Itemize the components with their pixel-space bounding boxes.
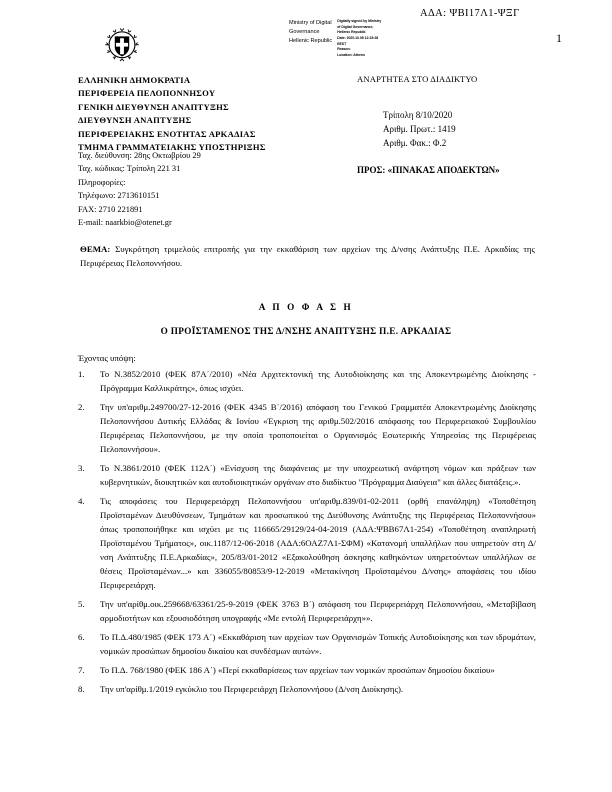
- letterhead-line-4: ΔΙΕΥΘΥΝΣΗ ΑΝΑΠΤΥΞΗΣ: [78, 115, 192, 126]
- letterhead-line-3: ΓΕΝΙΚΗ ΔΙΕΥΘΥΝΣΗ ΑΝΑΠΤΥΞΗΣ: [78, 101, 229, 112]
- contact-fax: FAX: 2710 221891: [78, 204, 143, 214]
- references-list: [78, 368, 536, 702]
- contact-block: [78, 149, 201, 230]
- signature-detail-2: of Digital Governance,: [337, 24, 374, 29]
- subject-label: ΘΕΜΑ:: [80, 244, 111, 254]
- list-item: [78, 631, 536, 659]
- list-item: [78, 683, 536, 697]
- contact-email: E-mail: naarkbio@otenet.gr: [78, 218, 172, 228]
- reference-text: Την υπ'αρίθμ.οικ.259668/63361/25-9-2019 (ΦΕΚ 3763 Β΄) απόφαση του Περιφερειάρχη Πελοποννήσου, «Μεταβίβαση αρμοδιοτήτων και εξουσιοδότηση υπογραφής «Με εντολή Περιφερειάρχη»».: [100, 598, 536, 623]
- reference-number: 8.: [78, 684, 85, 695]
- ada-code: ΑΔΑ: ΨΒΙ17Λ1-ΨΞΓ: [420, 8, 520, 19]
- reference-number: 2.: [78, 402, 85, 413]
- reference-number: 6.: [78, 631, 85, 642]
- signature-details: [337, 19, 381, 59]
- reference-text: Το Ν.3852/2010 (ΦΕΚ 87Α΄/2010) «Νέα Αρχιτεκτονική της Αυτοδιοίκησης και της Αποκεντρωμένης Διοίκησης - Πρόγραμμα Καλλικράτης», όπως ισχύει.: [100, 369, 536, 393]
- reference-number: 3.: [78, 463, 85, 473]
- list-item: [78, 368, 536, 396]
- letterhead: [78, 74, 266, 155]
- reference-number: 1.: [78, 369, 85, 379]
- list-item: [78, 664, 536, 678]
- reference-text: Το Π.Δ. 768/1980 (ΦΕΚ 186 Α΄) «Περί εκκαθαρίσεως των αρχείων των νομικών προσώπων δημοσίου δικαίου»: [100, 664, 495, 675]
- contact-postal-code: Ταχ. κώδικας: Τρίπολη 221 31: [78, 164, 181, 174]
- decision-subtitle: Ο ΠΡΟΪΣΤΑΜΕΝΟΣ ΤΗΣ Δ/ΝΣΗΣ ΑΝΑΠΤΥΞΗΣ Π.Ε. ΑΡΚΑΔΙΑΣ: [160, 326, 452, 336]
- contact-address: Ταχ. διεύθυνση: 28ης Οκτωβρίου 29: [78, 151, 201, 160]
- reference-text: Την υπ'αριθμ.249700/27-12-2016 (ΦΕΚ 4345 Β΄/2016) απόφαση του Γενικού Γραμματέα Αποκεντρωμένης Διοίκησης Πελοποννήσου Δυτικής Ελλάδας & Ιονίου «Έγκριση της αριθμ.502/2016 απόφασης του Περιφερειακού Συμβουλίου Περιφέρειας Πελοποννήσου, με την οποία τροποποιείται ο Οργανισμός Εσωτερικής Υπηρεσίας της Περιφέρειας Πελοποννήσου».: [100, 402, 536, 454]
- preamble-text: Έχοντας υπόψη:: [78, 353, 136, 363]
- protocol-place-date: Τρίπολη 8/10/2020: [383, 110, 453, 120]
- page-number: 1: [556, 31, 562, 45]
- protocol-number: Αριθμ. Πρωτ.: 1419: [383, 124, 456, 135]
- list-item: [78, 598, 536, 626]
- contact-info: Πληροφορίες:: [78, 177, 126, 187]
- letterhead-line-1: ΕΛΛΗΝΙΚΗ ΔΗΜΟΚΡΑΤΙΑ: [78, 75, 191, 85]
- signature-detail-4: Date: 2020.10.08 12:15:28: [337, 35, 379, 40]
- reference-text: Την υπ'αρίθμ.1/2019 εγκύκλιο του Περιφερειάρχη Πελοποννήσου (Δ/νση Διοίκησης).: [100, 684, 404, 695]
- subject-block: [80, 243, 535, 271]
- publication-notice: ΑΝΑΡΤΗΤΕΑ ΣΤΟ ΔΙΑΔΙΚΤΥΟ: [357, 74, 478, 84]
- signature-detail-3: Hellenic Republic: [337, 30, 366, 35]
- reference-number: 5.: [78, 598, 85, 609]
- recipient-line: ΠΡΟΣ: «ΠΙΝΑΚΑΣ ΑΠΟΔΕΚΤΩΝ»: [357, 165, 500, 175]
- contact-phone: Τηλέφωνο: 2713610151: [78, 191, 160, 201]
- protocol-file-number: Αριθμ. Φακ.: Φ.2: [383, 138, 447, 149]
- signature-detail-1: Digitally signed by Ministry: [337, 19, 382, 23]
- letterhead-line-6: ΤΜΗΜΑ ΓΡΑΜΜΑΤΕΙΑΚΗΣ ΥΠΟΣΤΗΡΙΞΗΣ: [78, 142, 266, 153]
- signature-authority-line3: Hellenic Republic: [289, 38, 333, 45]
- decision-title: Α Π Ο Φ Α Σ Η: [258, 302, 354, 312]
- reference-text: Το Ν.3861/2010 (ΦΕΚ 112Α΄) «Ενίσχυση της διαφάνειας με την υποχρεωτική ανάρτηση νόμων και πράξεων των κυβερνητικών, διοικητικών και αυτοδιοικητικών οργάνων στο διαδίκτυο "Πρόγραμμα Διαύγεια" και άλλες διατάξεις.».: [100, 463, 536, 487]
- reference-number: 4.: [78, 496, 85, 507]
- reference-text: Τις αποφάσεις του Περιφερειάρχη Πελοποννήσου υπ'αριθμ.839/01-02-2011 (ορθή επανάληψη) «Τοποθέτηση Προϊσταμένων Διευθύνσεων, Τμημάτων και προσωπικού της Διεύθυνσης Ανάπτυξης της Περιφέρειας Πελοποννήσου» όπως τροποποιήθηκε και ισχύει με τις 116665/29129/24-04-2019 (ΑΔΑ:ΨΒΒ67Λ1-254) «Τοποθέτηση αναπληρωτή Προϊσταμένου Τμήματος», οικ.1187/12-06-2018 (ΑΔΑ:6ΟΑΖ7Λ1-ΣΦΜ) «Κατανομή υπαλλήλων που υπηρετούν στη Δ/νση Ανάπτυξης Π.Ε.Αρκαδίας», 205/83/01-2012 «Εξακολούθηση άσκησης καθηκόντων υπηρετούντων υπαλλήλων σε θέσεις Προϊσταμένων...» και 336055/80853/9-12-2019 «Μετακίνηση Προϊσταμένου Δ/νσης» αποφάσεις του ιδίου Περιφερειάρχη.: [100, 496, 536, 590]
- signature-detail-6: Reason:: [337, 47, 351, 52]
- subject-text: Συγκρότηση τριμελούς επιτροπής για την εκκαθάριση των αρχείων της Δ/νσης Ανάπτυξης Π.Ε. Αρκαδίας της Περιφέρειας Πελοποννήσου.: [80, 244, 535, 268]
- signature-authority-line1: Ministry of Digital: [289, 20, 332, 26]
- signature-detail-7: Location: Athens: [337, 52, 365, 57]
- reference-text: Το Π.Δ.480/1985 (ΦΕΚ 173 Α΄) «Εκκαθάριση των αρχείων των Οργανισμών Τοπικής Αυτοδιοίκησης και των ιδρυμάτων, νομικών προσώπων δημοσίου δικαίου και συνδέσμων αυτών».: [100, 631, 536, 656]
- list-item: [78, 495, 536, 593]
- signature-authority-line2: Governance: [289, 29, 320, 36]
- letterhead-line-5: ΠΕΡΙΦΕΡΕΙΑΚΗΣ ΕΝΟΤΗΤΑΣ ΑΡΚΑΔΙΑΣ: [78, 128, 256, 139]
- signature-authority: [289, 19, 332, 46]
- letterhead-line-2: ΠΕΡΙΦΕΡΕΙΑ ΠΕΛΟΠΟΝΝΗΣΟΥ: [78, 88, 216, 99]
- digital-signature-stamp: [289, 19, 381, 59]
- signature-detail-5: EEST: [337, 41, 347, 46]
- reference-number: 7.: [78, 664, 85, 675]
- coat-of-arms-icon: [103, 24, 141, 64]
- list-item: [78, 462, 536, 490]
- list-item: [78, 401, 536, 457]
- protocol-block: [383, 108, 456, 151]
